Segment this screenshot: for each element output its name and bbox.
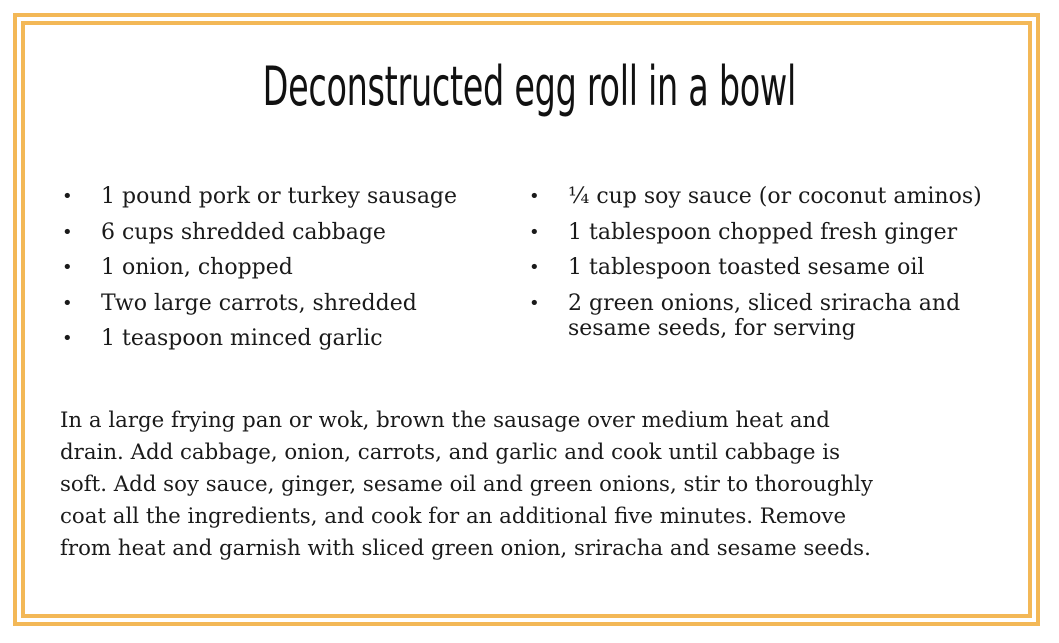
ingredient-item [60,184,510,209]
ingredient-item [527,291,1017,341]
ingredient-column-left [60,184,510,362]
directions-paragraph: In a large frying pan or wok, brown the sausage over medium heat and drain. Add cabbage, onion, carrots, and garlic and cook until cabbage is soft. Add soy sauce, ginger, sesame oil and green onions, stir to thoroughly coat all the ingredients, and cook for an additional five minutes. Remove from heat and garnish with sliced green onion, sriracha and sesame seeds. [60,408,873,561]
ingredient-item [60,291,510,316]
ingredient-text: 1 tablespoon toasted sesame oil [568,255,925,280]
ingredient-item [60,220,510,245]
bullet-icon: • [529,292,540,314]
bullet-icon: • [62,292,73,314]
ingredient-item [527,220,1017,245]
ingredient-text: 1 teaspoon minced garlic [101,326,383,351]
ingredient-text: Two large carrots, shredded [101,290,417,316]
ingredient-text: 1 pound pork or turkey sausage [101,184,458,209]
ingredient-item [60,255,510,280]
ingredient-item [60,326,510,351]
ingredient-text: 1 tablespoon chopped fresh ginger [568,219,958,245]
ingredient-item [527,255,1017,280]
recipe-title: Deconstructed egg roll in a bowl [262,55,797,118]
ingredient-text: 2 green onions, sliced sriracha and sesame seeds, for serving [568,290,961,341]
bullet-icon: • [529,257,540,278]
bullet-icon: • [62,328,73,349]
ingredient-column-right [527,184,1017,351]
ingredient-item [527,184,1017,209]
bullet-icon: • [62,221,73,243]
ingredient-text: 1 onion, chopped [101,255,293,280]
bullet-icon: • [62,186,73,207]
ingredient-text: 6 cups shredded cabbage [101,219,386,245]
ingredient-text: ¼ cup soy sauce (or coconut aminos) [568,184,982,209]
bullet-icon: • [529,186,540,207]
bullet-icon: • [529,221,540,243]
bullet-icon: • [62,257,73,278]
